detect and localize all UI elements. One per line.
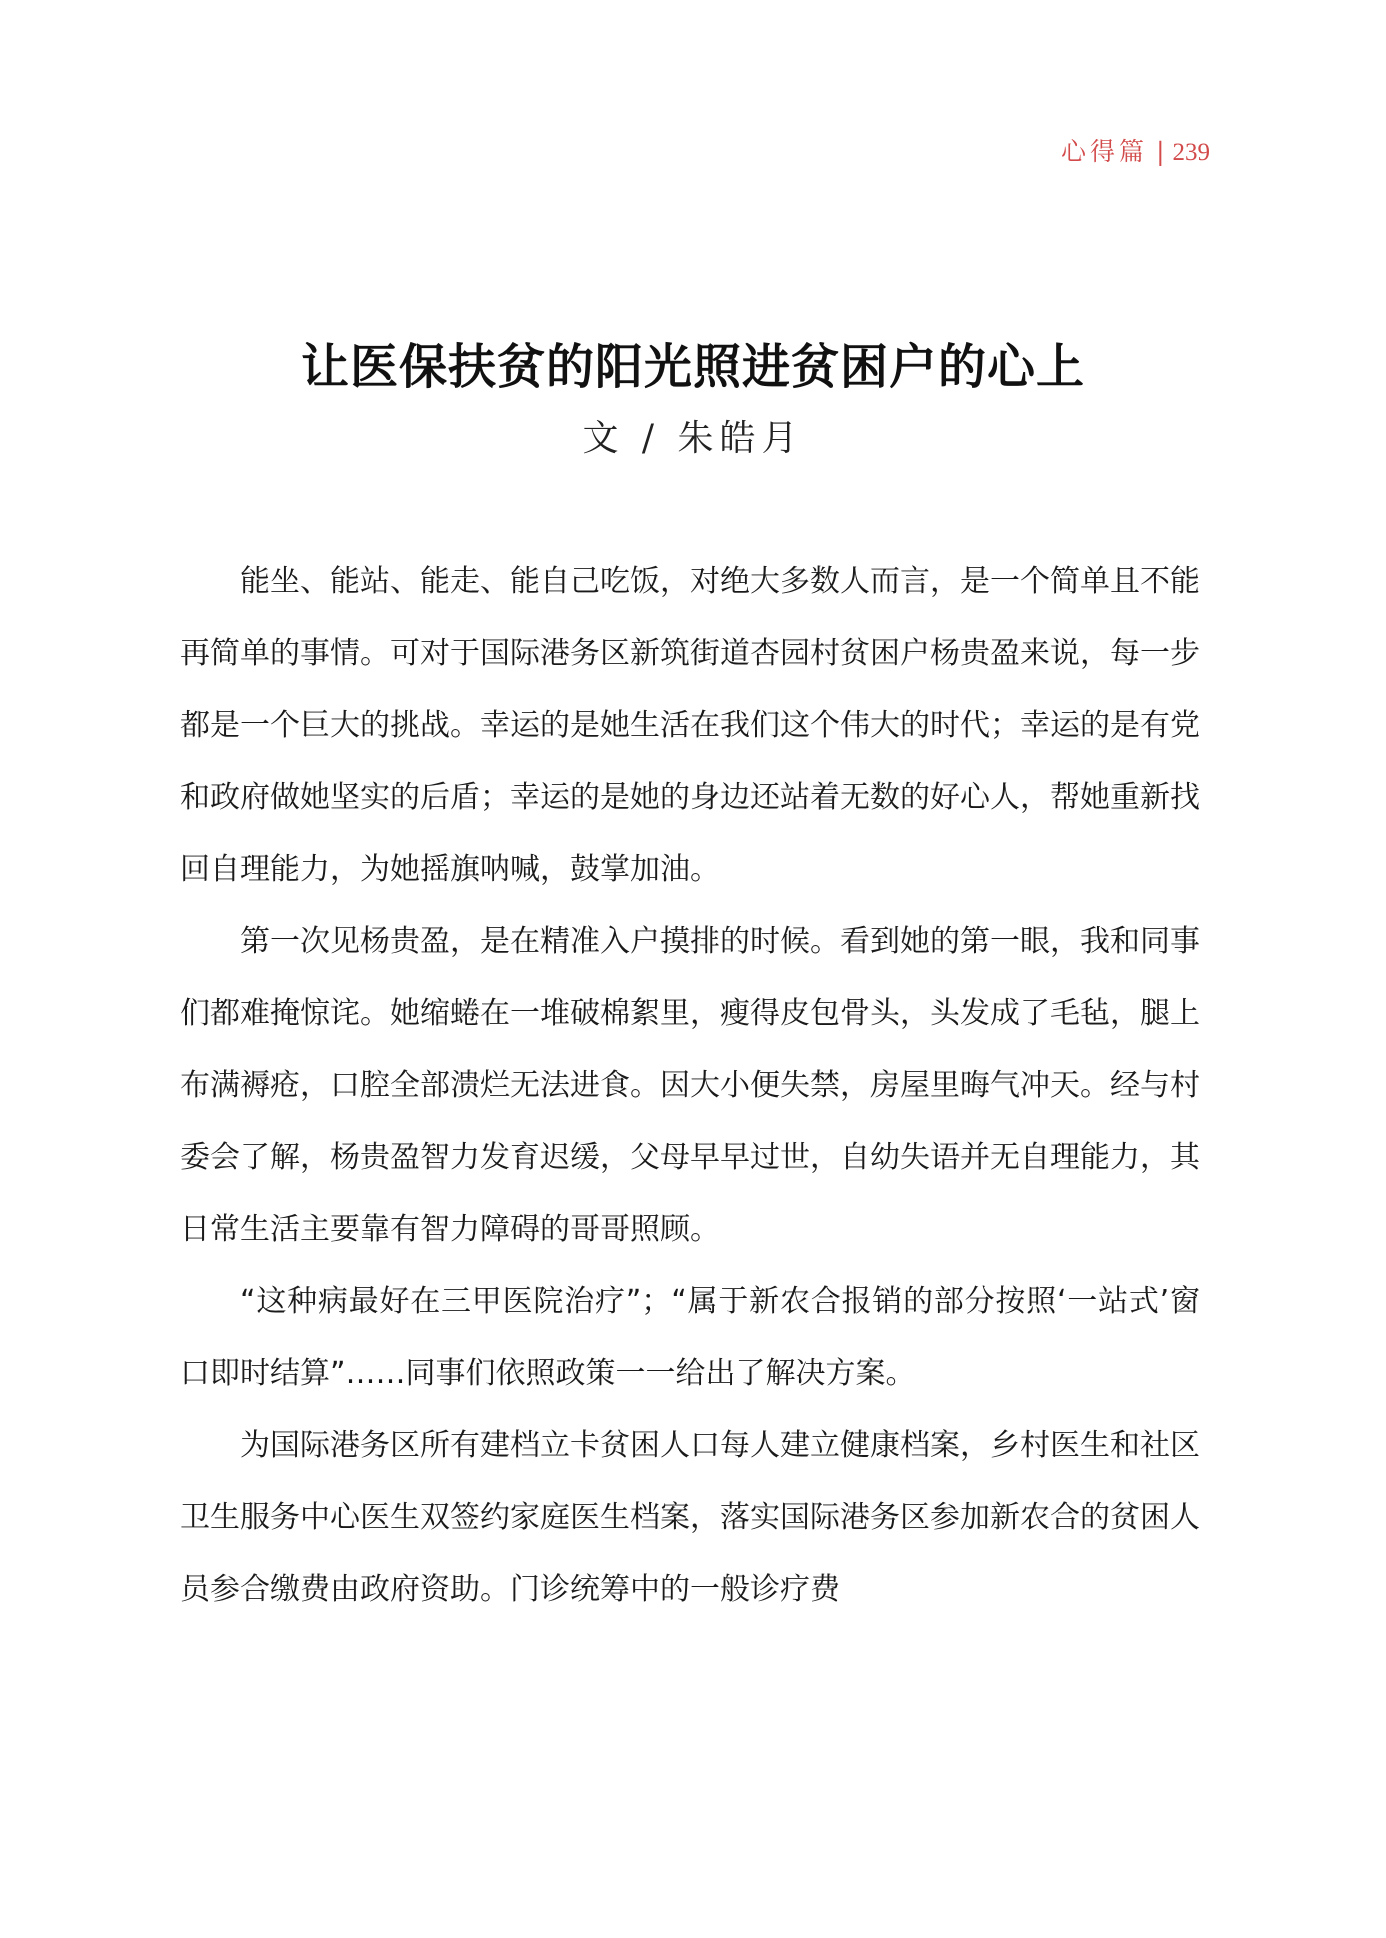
running-header [1061,132,1210,168]
article-body [180,546,1200,1626]
article-title: 让医保扶贫的阳光照进贫困户的心上 [300,339,1085,395]
page-number: 239 [1172,139,1210,166]
paragraph: “这种病最好在三甲医院治疗”；“属于新农合报销的部分按照‘一站式’窗口即时结算”……同事们依照政策一一给出了解决方案。 [180,1284,1200,1391]
header-separator: | [1156,137,1165,166]
paragraph: 能坐、能站、能走、能自己吃饭，对绝大多数人而言，是一个简单且不能再简单的事情。可对于国际港务区新筑街道杏园村贫困户杨贵盈来说，每一步都是一个巨大的挑战。幸运的是她生活在我们这个伟大的时代；幸运的是有党和政府做她坚实的后盾；幸运的是她的身边还站着无数的好心人，帮她重新找回自理能力，为她摇旗呐喊，鼓掌加油。 [180,564,1200,887]
section-name: 心得篇 [1061,137,1149,166]
article-byline: 文 / 朱皓月 [582,418,804,459]
paragraph: 第一次见杨贵盈，是在精准入户摸排的时候。看到她的第一眼，我和同事们都难掩惊诧。她缩蜷在一堆破棉絮里，瘦得皮包骨头，头发成了毛毡，腿上布满褥疮，口腔全部溃烂无法进食。因大小便失禁，房屋里晦气冲天。经与村委会了解，杨贵盈智力发育迟缓，父母早早过世，自幼失语并无自理能力，其日常生活主要靠有智力障碍的哥哥照顾。 [180,924,1200,1247]
paragraph: 为国际港务区所有建档立卡贫困人口每人建立健康档案，乡村医生和社区卫生服务中心医生双签约家庭医生档案，落实国际港务区参加新农合的贫困人员参合缴费由政府资助。门诊统筹中的一般诊疗费 [180,1428,1200,1607]
